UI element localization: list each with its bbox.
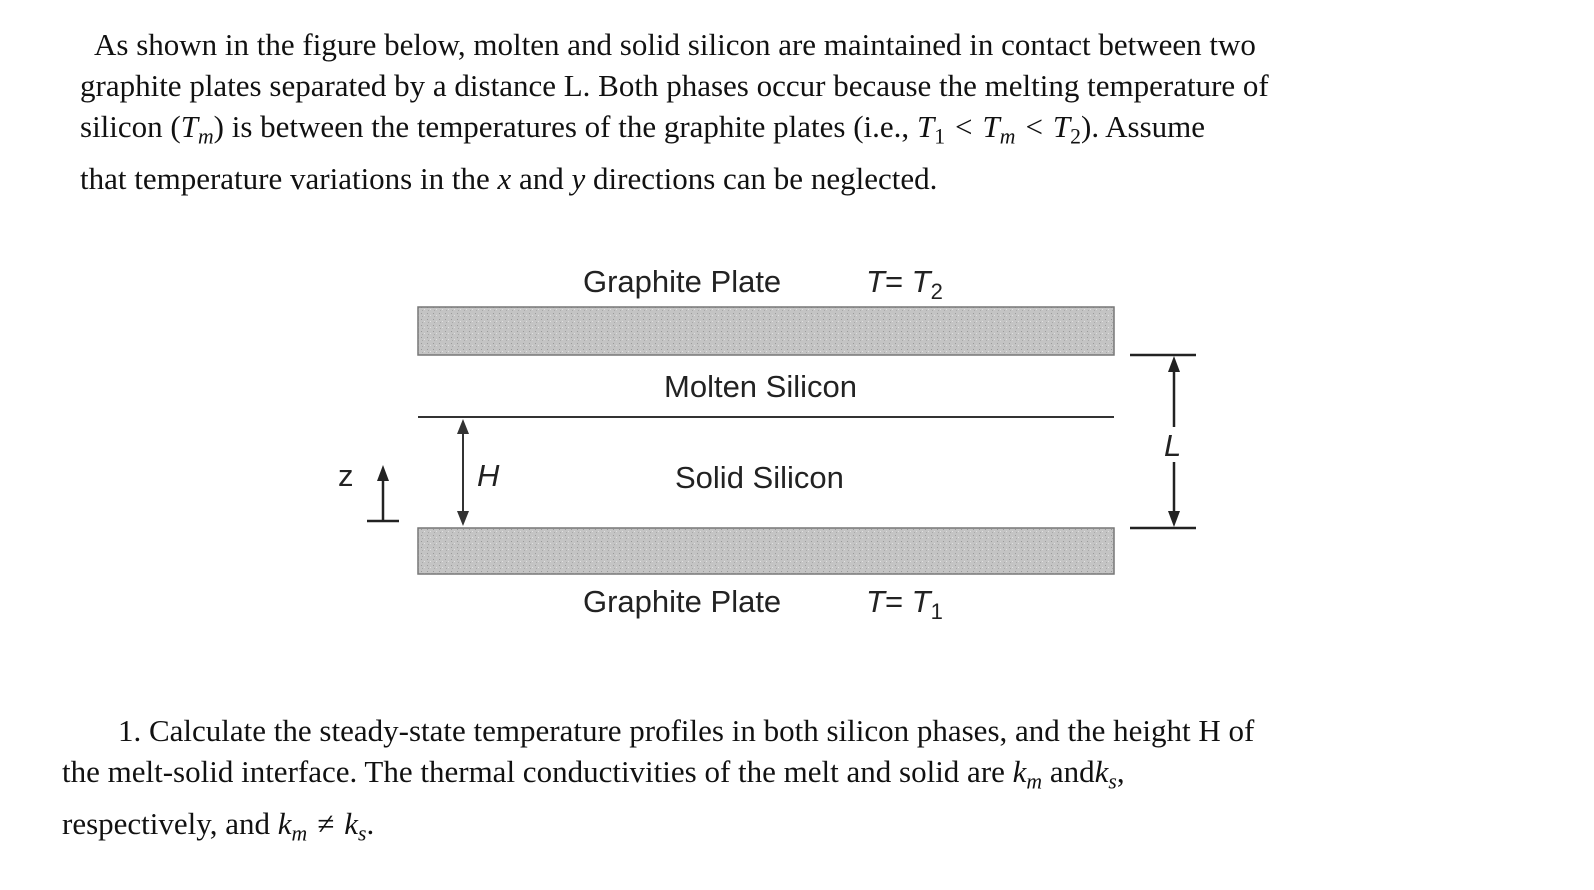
intro-text: directions can be neglected. — [585, 160, 938, 196]
intro-line-1: As shown in the figure below, molten and solid silicon are maintained in contact between two — [94, 27, 1256, 62]
molten-silicon-label: Molten Silicon — [664, 369, 857, 404]
math-km: $k_m$ — [1012, 754, 1043, 794]
question-paragraph — [62, 710, 1482, 854]
height-dimension-arrow-icon — [457, 419, 469, 526]
top-plate-label: Graphite Plate — [583, 264, 782, 299]
question-line-2 — [62, 751, 1482, 803]
top-graphite-plate — [418, 307, 1114, 355]
math-km: $k_m$ — [277, 805, 308, 845]
math-ks: $k_s$ — [1094, 754, 1117, 794]
question-line-3 — [62, 803, 1482, 855]
intro-text: and — [511, 160, 572, 196]
less-than-symbol: < — [1025, 109, 1043, 144]
math-T1: $T_1$ — [916, 109, 946, 149]
math-T2: $T_2$ — [1052, 109, 1082, 149]
question-text: . — [366, 805, 375, 841]
math-ks: $k_s$ — [344, 805, 367, 845]
intro-line-2: graphite plates separated by a distance L. Both phases occur because the melting temperature of — [80, 68, 1269, 103]
bottom-plate-label: Graphite Plate — [583, 584, 782, 619]
z-axis-label: z — [338, 458, 354, 493]
length-dimension-arrow-icon — [1130, 355, 1196, 528]
intro-text: ). Assume — [1081, 109, 1206, 144]
bottom-temperature-label: $T= T_1$ — [866, 584, 943, 624]
intro-text: ) is between the temperatures of the graphite plates (i.e., — [213, 109, 917, 144]
question-text: respectively, and — [62, 805, 278, 841]
length-label: L — [1164, 428, 1182, 463]
question-line-1: 1. Calculate the steady-state temperature profiles in both silicon phases, and the height H of — [118, 713, 1255, 748]
math-y: y — [571, 160, 586, 196]
math-x: x — [497, 160, 512, 196]
math-Tm: $T_m$ — [180, 109, 214, 149]
not-equal-symbol: ≠ — [317, 805, 335, 841]
intro-text: silicon ( — [80, 109, 181, 144]
question-text: the melt-solid interface. The thermal conductivities of the melt and solid are — [62, 754, 1013, 789]
math-Tm-2: $T_m$ — [982, 109, 1016, 149]
z-axis-arrow-icon — [367, 465, 399, 521]
question-text: and — [1042, 754, 1095, 789]
bottom-graphite-plate — [418, 528, 1114, 574]
question-text: , — [1116, 754, 1125, 789]
height-label: H — [477, 458, 500, 493]
top-temperature-label: $T= T_2$ — [866, 264, 943, 304]
intro-text: that temperature variations in the — [80, 160, 498, 196]
less-than-symbol: < — [955, 109, 973, 144]
solid-silicon-label: Solid Silicon — [675, 460, 844, 495]
